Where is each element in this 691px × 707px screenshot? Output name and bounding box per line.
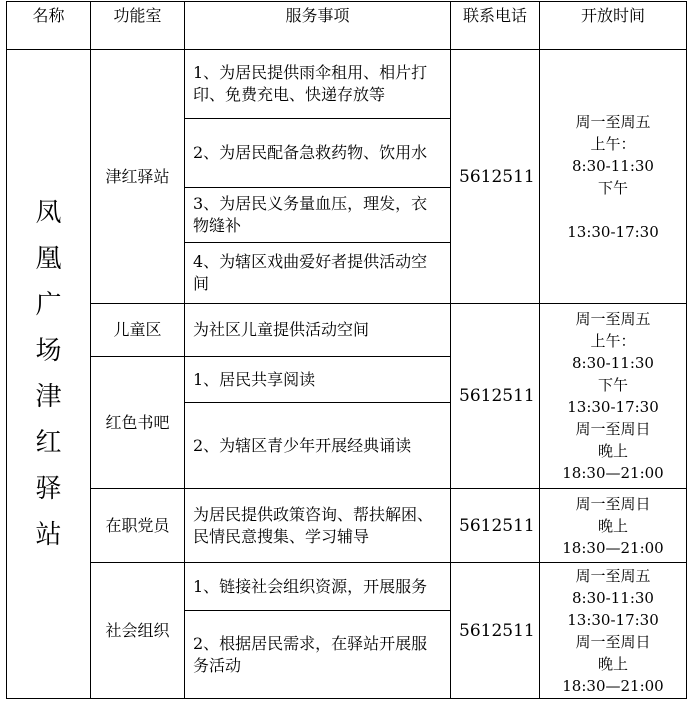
table-row [7, 304, 687, 357]
room-social-org: 社会组织 [91, 563, 185, 699]
header-name: 名称 [7, 2, 91, 50]
room-party-members: 在职党员 [91, 489, 185, 563]
hours-cell: 周一至周五 8:30-11:30 13:30-17:30 周一至周日 晚上 18:30—21:00 [540, 563, 687, 699]
hours-cell: 周一至周日 晚上 18:30—21:00 [540, 489, 687, 563]
phone-cell: 5612511 [451, 563, 540, 699]
service-item: 2、为辖区青少年开展经典诵读 [185, 403, 451, 489]
service-item: 1、居民共享阅读 [185, 357, 451, 403]
service-item: 1、链接社会组织资源，开展服务 [185, 563, 451, 611]
header-room: 功能室 [91, 2, 185, 50]
table-row [7, 50, 687, 119]
header-hours: 开放时间 [540, 2, 687, 50]
table-row [7, 489, 687, 563]
phone-cell: 5612511 [451, 489, 540, 563]
service-item: 为社区儿童提供活动空间 [185, 304, 451, 357]
station-name: 凤凰广场津红驿站 [35, 198, 62, 550]
header-phone: 联系电话 [451, 2, 540, 50]
table-row [7, 563, 687, 611]
phone-cell: 5612511 [451, 50, 540, 304]
header-row [7, 2, 687, 50]
room-children: 儿童区 [91, 304, 185, 357]
service-item: 3、为居民义务量血压，理发，衣 物缝补 [185, 188, 451, 243]
phone-cell: 5612511 [451, 304, 540, 489]
service-item: 4、为辖区戏曲爱好者提供活动空 间 [185, 243, 451, 304]
header-services: 服务事项 [185, 2, 451, 50]
room-red-bookbar: 红色书吧 [91, 357, 185, 489]
service-item: 为居民提供政策咨询、帮扶解困、 民情民意搜集、学习辅导 [185, 489, 451, 563]
service-table [6, 1, 687, 699]
station-name-cell [7, 50, 91, 699]
hours-cell: 周一至周五 上午： 8:30-11:30 下午 13:30-17:30 [540, 50, 687, 304]
service-item: 2、根据居民需求，在驿站开展服 务活动 [185, 611, 451, 699]
hours-cell: 周一至周五 上午： 8:30-11:30 下午 13:30-17:30 周一至周日 晚上 18:30—21:00 [540, 304, 687, 489]
room-jinhong: 津红驿站 [91, 50, 185, 304]
service-item: 1、为居民提供雨伞租用、相片打 印、免费充电、快递存放等 [185, 50, 451, 119]
service-item: 2、为居民配备急救药物、饮用水 [185, 119, 451, 188]
